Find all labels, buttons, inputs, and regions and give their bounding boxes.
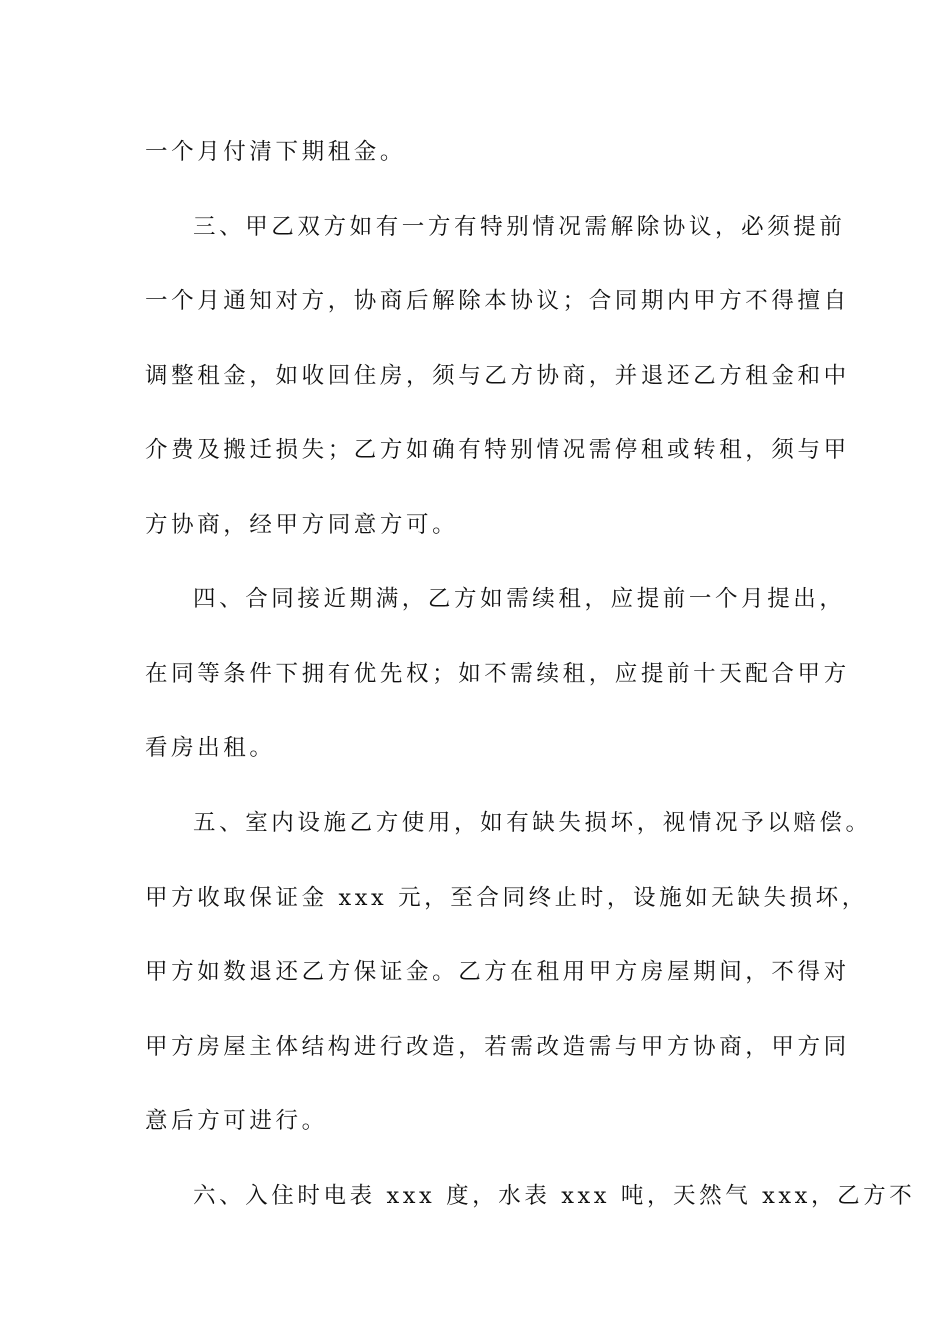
text-line: 一个月通知对方，协商后解除本协议；合同期内甲方不得擅自 — [145, 288, 850, 314]
text-line: 调整租金，如收回住房，须与乙方协商，并退还乙方租金和中 — [145, 363, 850, 389]
clause-6-start: 六、入住时电表 xxx 度，水表 xxx 吨，天然气 xxx，乙方不 — [193, 1183, 916, 1209]
text-line: 在同等条件下拥有优先权；如不需续租，应提前十天配合甲方 — [145, 661, 850, 687]
text-line: 甲方房屋主体结构进行改造，若需改造需与甲方协商，甲方同 — [145, 1034, 850, 1060]
text-line: 方协商，经甲方同意方可。 — [145, 512, 459, 538]
clause-3-start: 三、甲乙双方如有一方有特别情况需解除协议，必须提前 — [193, 214, 846, 240]
text-line: 甲方如数退还乙方保证金。乙方在租用甲方房屋期间，不得对 — [145, 959, 850, 985]
text-line: 甲方收取保证金 xxx 元，至合同终止时，设施如无缺失损坏， — [145, 885, 868, 911]
text-line: 介费及搬迁损失；乙方如确有特别情况需停租或转租，须与甲 — [145, 437, 850, 463]
text-line: 意后方可进行。 — [145, 1108, 328, 1134]
text-line: 看房出租。 — [145, 735, 276, 761]
text-line: 一个月付清下期租金。 — [145, 139, 407, 165]
clause-5-start: 五、室内设施乙方使用，如有缺失损坏，视情况予以赔偿。 — [193, 810, 872, 836]
clause-4-start: 四、合同接近期满，乙方如需续租，应提前一个月提出， — [193, 586, 846, 612]
